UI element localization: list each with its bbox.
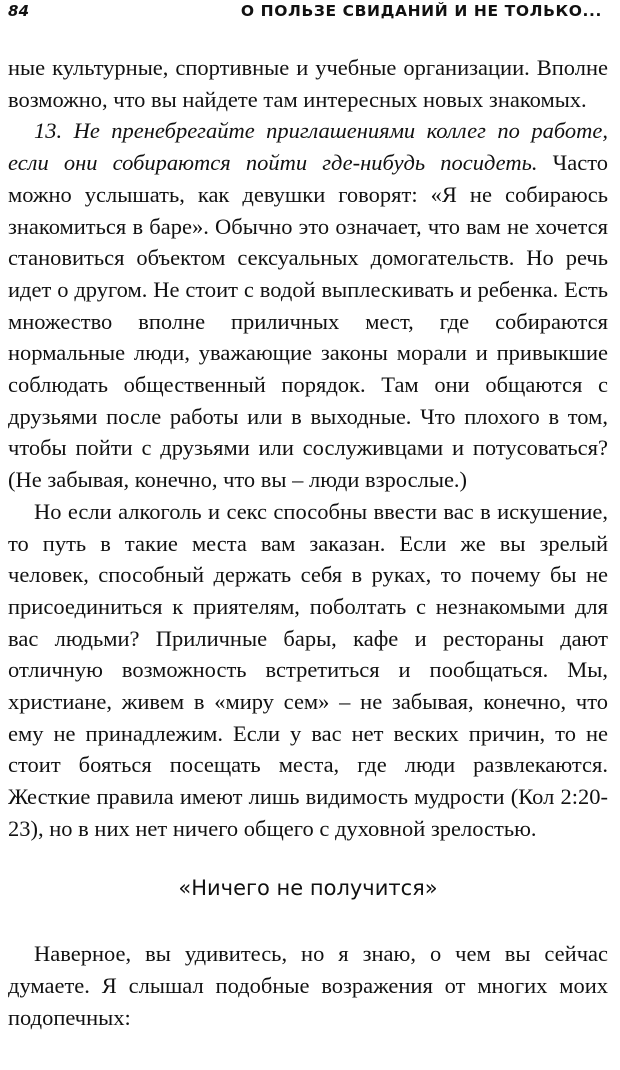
paragraph-1: ные культурные, спортивные и учебные организации. Вполне возможно, что вы найдете там интересных новых знакомых. xyxy=(8,55,608,112)
running-head xyxy=(8,2,614,32)
paragraph-2-emphasis: 13. Не пренебрегайте приглашениями коллег по работе, если они собираются пойти где-нибудь посидеть. xyxy=(8,118,608,176)
paragraph-4: Наверное, вы удивитесь, но я знаю, о чем вы сейчас думаете. Я слышал подобные возражения от многих моих подопечных: xyxy=(8,941,608,1030)
paragraph-3: Но если алкоголь и секс способны ввести вас в искушение, то путь в такие места вам заказан. Если же вы зрелый человек, способный держать себя в руках, то почему бы не присоединиться к приятелям, поболтать с незнакомыми для вас людьми? Приличные бары, кафе и рестораны дают отличную возможность встретиться и пообщаться. Мы, христиане, живем в «миру сем» – не забывая, конечно, что ему не принадлежим. Если у вас нет веских причин, то не стоит бояться посещать места, где люди развлекаются. Жесткие правила имеют лишь видимость мудрости (Кол 2:20-23), но в них нет ничего общего с духовной зрелостью. xyxy=(8,498,608,841)
body-text xyxy=(8,52,608,1033)
section-heading: «Ничего не получится» xyxy=(178,875,438,900)
page-number: 84 xyxy=(8,2,30,20)
running-title: О ПОЛЬЗЕ СВИДАНИЙ И НЕ ТОЛЬКО... xyxy=(240,2,602,20)
paragraph-2 xyxy=(8,115,608,495)
paragraph-2-text: Часто можно услышать, как девушки говорят: «Я не собираюсь знакомиться в баре». Обычно это означает, что вам не хочется становиться объектом сексуальных домогательств. Но речь идет о другом. Не стоит с водой выплескивать и ребенка. Есть множество вполне приличных мест, где собираются нормальные люди, уважающие законы морали и привыкшие соблюдать общественный порядок. Там они общаются с друзьями после работы или в выходные. Что плохого в том, чтобы пойти с друзьями или сослуживцами и потусоваться? (Не забывая, конечно, что вы – люди взрослые.) xyxy=(8,150,608,493)
